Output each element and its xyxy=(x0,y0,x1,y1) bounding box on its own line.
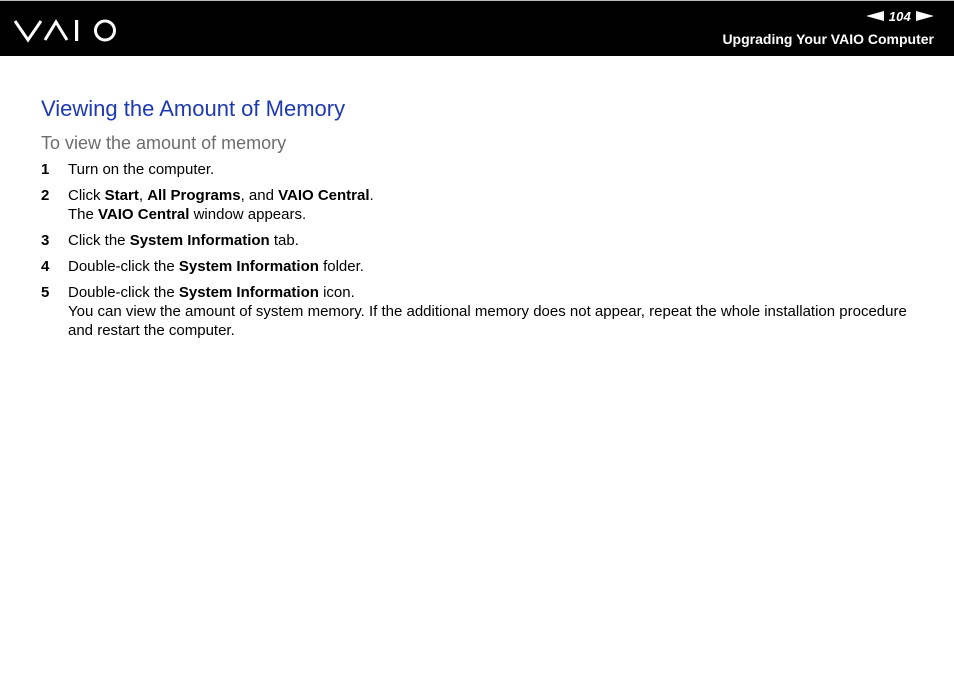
page-content xyxy=(41,95,921,347)
section-title: Upgrading Your VAIO Computer xyxy=(722,31,934,47)
step-item xyxy=(41,257,921,276)
step-text: Turn on the computer. xyxy=(68,161,215,178)
step-number: 4 xyxy=(41,258,50,275)
procedure-subtitle: To view the amount of memory xyxy=(41,133,287,153)
step-number: 3 xyxy=(41,232,50,249)
page-title: Viewing the Amount of Memory xyxy=(41,96,346,121)
steps-list xyxy=(41,160,921,340)
page-number: 104 xyxy=(888,8,911,24)
step-text: Click the System Information tab. xyxy=(68,232,299,249)
step-item xyxy=(41,186,921,224)
step-number: 5 xyxy=(41,284,50,301)
step-item xyxy=(41,231,921,250)
step-number: 2 xyxy=(41,187,50,204)
vaio-logo-icon xyxy=(13,16,123,44)
step-text: Click Start, All Programs, and VAIO Central. The VAIO Central window appears. xyxy=(68,187,374,223)
page-navigator xyxy=(866,9,934,23)
previous-page-arrow-icon[interactable] xyxy=(866,11,884,21)
step-item xyxy=(41,160,921,179)
step-item xyxy=(41,283,921,340)
page-header xyxy=(0,0,954,56)
step-text: Double-click the System Information icon. You can view the amount of system memory. If the additional memory does not appear, repeat the whole installation procedure and restart the computer. xyxy=(68,284,907,339)
step-text: Double-click the System Information folder. xyxy=(68,258,364,275)
next-page-arrow-icon[interactable] xyxy=(916,11,934,21)
step-number: 1 xyxy=(41,161,50,178)
